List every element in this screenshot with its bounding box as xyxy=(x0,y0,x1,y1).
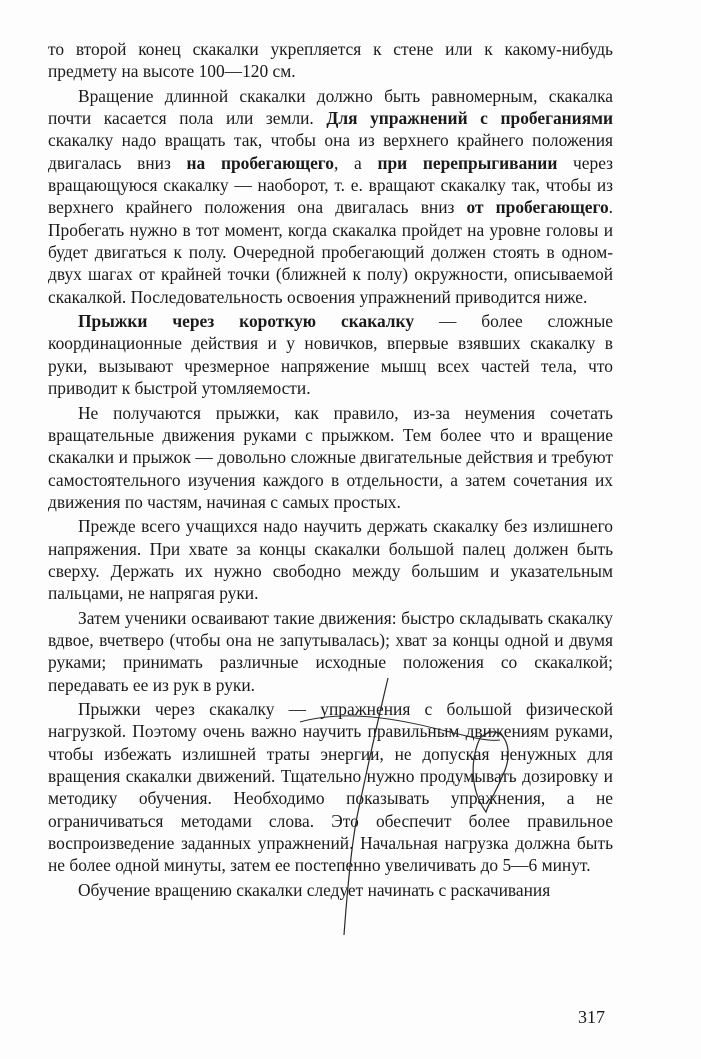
text-run: . Пробегать нужно в тот момент, когда скакалка пройдет на уровне головы и будет двигаться к полу. Очередной пробегающий должен стоять в одном-двух шагах от крайней точки (ближней к полу) окружности, описываемой скакалкой. Последовательность освоения упражнений приводится ниже. xyxy=(48,197,613,307)
paragraph xyxy=(48,38,613,83)
text-run: Не получаются прыжки, как правило, из-за неумения сочетать вращательные движения руками с прыжком. Тем более что и вращение скакалки и прыжок — довольно сложные двигательные действия и требуют самостоятельного изучения каждого в отдельности, а затем сочетания их движения по частям, начиная с самых простых. xyxy=(48,402,613,512)
bold-term: от пробегающего xyxy=(466,197,609,218)
page-number: 317 xyxy=(578,1007,605,1027)
text-run: Прыжки через скакалку — упражнения с большой физической нагрузкой. Поэтому очень важно научить правильным движениям руками, чтобы избежать излишней траты энергии, не допуская ненужных для вращения скакалки движений. Тщательно нужно продумывать дозировку и методику обучения. Необходимо показывать упражнения, а не ограничиваться методами слова. Это обеспечит более правильное воспроизведение заданных упражнений. Начальная нагрузка должна быть не более одной минуты, затем ее постепенно увеличивать до 5—6 минут. xyxy=(48,698,613,876)
paragraph xyxy=(48,310,613,399)
text-run: то второй конец скакалки укрепляется к стене или к какому-нибудь предмету на высоте 100—120 см. xyxy=(48,39,613,82)
text-run: Обучение вращению скакалки следует начинать с раскачивания xyxy=(78,879,551,900)
text-run: через вращающуюся скакалку — наоборот, т. е. вращают скакалку так, чтобы из верхнего крайнего положения она двигалась вниз xyxy=(48,152,614,218)
text-run: — более сложные координационные действия и у новичков, впервые взявших скакалку в руки, вызывают чрезмерное напряжение мышц всех частей тела, что приводит к быстрой утомляемости. xyxy=(48,311,613,399)
paragraph xyxy=(48,402,613,514)
paragraph xyxy=(48,607,613,696)
bold-term: Прыжки через короткую скакалку xyxy=(78,311,415,332)
paragraph xyxy=(48,85,613,308)
bold-term: Для упражнений с пробеганиями xyxy=(326,108,613,129)
text-run: Вращение длинной скакалки должно быть равномерным, скакалка почти касается пола или земли. xyxy=(48,85,613,129)
text-run: Затем ученики осваивают такие движения: быстро складывать скакалку вдвое, вчетверо (чтобы она не запутывалась); хват за концы одной и двумя руками; принимать различные исходные положения со скакалкой; передавать ее из рук в руки. xyxy=(48,607,613,695)
bold-term: на пробегающего xyxy=(186,152,334,173)
text-run: Прежде всего учащихся надо научить держать скакалку без излишнего напряжения. При хвате за концы скакалки большой палец должен быть сверху. Держать их нужно свободно между большим и указательным пальцами, не напрягая руки. xyxy=(48,516,613,604)
bold-term: при перепрыгивании xyxy=(377,152,558,173)
paragraph xyxy=(48,879,613,901)
text-run: , а xyxy=(333,152,378,173)
paragraph xyxy=(48,515,613,604)
page-body-text xyxy=(48,38,613,903)
text-run: скакалку надо вращать так, чтобы она из верхнего крайнего положения двигалась вниз xyxy=(48,130,613,173)
paragraph xyxy=(48,698,613,877)
